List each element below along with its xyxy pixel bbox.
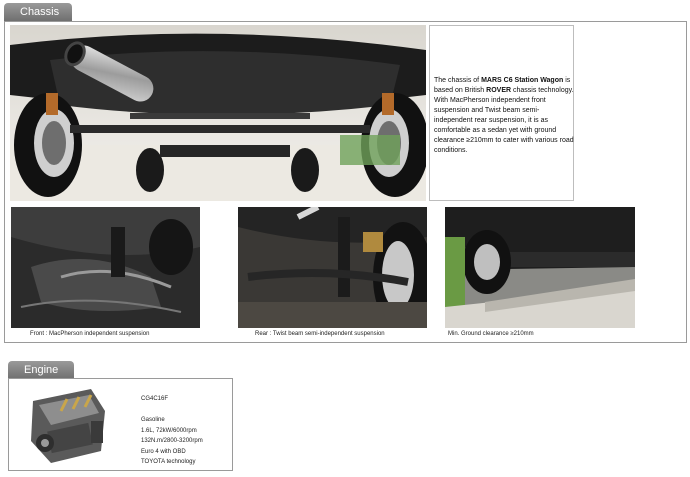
ground-clearance-photo [445, 207, 635, 328]
chassis-underbody-photo [10, 25, 426, 201]
chassis-tab-label: Chassis [20, 6, 60, 18]
ground-clearance-caption: Min. Ground clearance ≥210mm [448, 331, 534, 337]
brand-name: ROVER [486, 87, 512, 94]
rear-suspension-caption: Rear : Twist beam semi-independent suspension [255, 331, 385, 337]
front-suspension-caption: Front : MacPherson independent suspension [30, 331, 150, 337]
chassis-tab [4, 3, 72, 21]
engine-tab-label: Engine [24, 364, 59, 376]
engine-model-code: CG4C16F [141, 396, 169, 402]
engine-spec-technology: TOYOTA technology [141, 459, 196, 465]
front-suspension-photo [11, 207, 200, 328]
engine-spec-power: 1.6L, 72kW/6000rpm [141, 427, 197, 434]
engine-spec-list [141, 415, 203, 468]
rear-suspension-photo [238, 207, 427, 328]
model-name: MARS C6 Station Wagon [481, 77, 564, 84]
engine-panel [8, 378, 233, 471]
chassis-description: The chassis of MARS C6 Station Wagon is based on British ROVER chassis technology. With MacPherson independent front suspension and Twist beam semi-independent rear suspension, it is as comfortable as a sedan yet with ground clearance ≥210mm to cater with various road conditions. [434, 77, 574, 154]
engine-photo [21, 381, 113, 469]
engine-spec-emission: Euro 4 with OBD [141, 448, 186, 455]
chassis-panel [4, 21, 687, 343]
engine-spec-torque: 132N.m/2800-3200rpm [141, 438, 203, 444]
engine-spec-fuel: Gasoline [141, 417, 165, 423]
engine-tab [8, 361, 74, 379]
chassis-description-box [429, 25, 574, 201]
